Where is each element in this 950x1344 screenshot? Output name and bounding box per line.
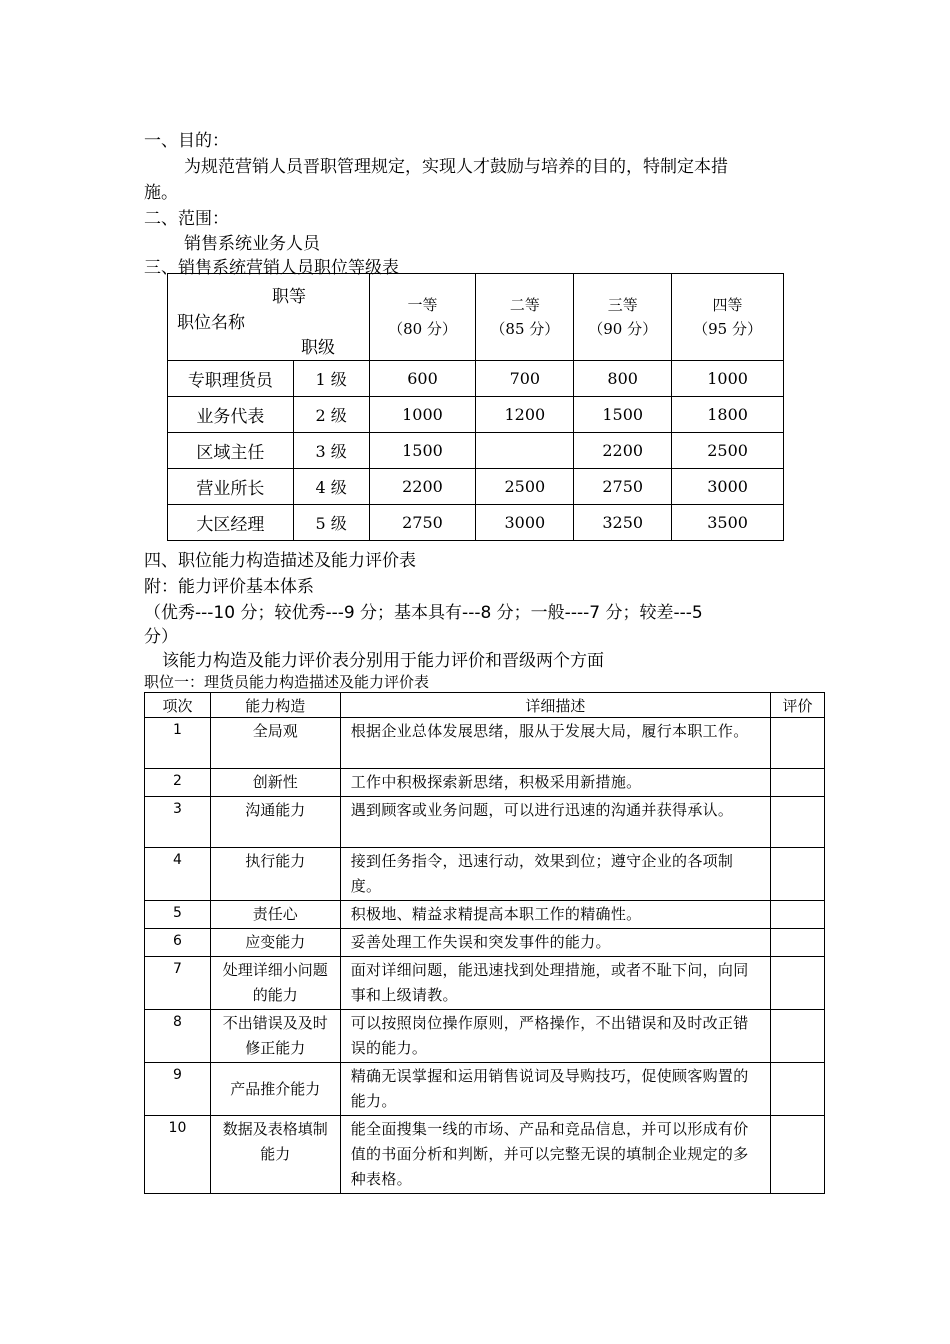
ability-name: 数据及表格填制能力 [210,1116,340,1194]
item-no: 6 [145,929,211,957]
score-scale-line-1: （优秀---10 分；较优秀---9 分；基本具有---8 分；一般----7 分；较差---5 [144,603,703,623]
rating-cell[interactable] [771,929,825,957]
position-grade-table [167,273,784,541]
ability-name: 不出错误及及时修正能力 [210,1010,340,1063]
salary-cell: 600 [369,361,476,397]
usage-text: 该能力构造及能力评价表分别用于能力评价和晋级两个方面 [162,651,604,671]
item-no: 3 [145,797,211,848]
header-ability: 能力构造 [210,693,340,718]
rating-cell[interactable] [771,901,825,929]
item-no: 8 [145,1010,211,1063]
section-1-heading: 一、目的： [144,131,229,151]
scope-text: 销售系统业务人员 [184,234,320,254]
position-axis-label: 职位名称 [177,313,245,333]
level-axis-label: 职级 [301,338,335,358]
grade-header: 二等 （85 分） [476,274,574,361]
table-row [168,361,784,397]
ability-name: 全局观 [210,718,340,769]
table-row [168,469,784,505]
salary-cell: 2200 [574,433,672,469]
purpose-text-line-2: 施。 [144,183,178,203]
appendix-heading: 附：能力评价基本体系 [144,577,314,597]
table-row [145,929,825,957]
ability-name: 执行能力 [210,848,340,901]
table-corner-header [168,274,370,361]
ability-evaluation-table [144,692,825,1194]
ability-description: 遇到顾客或业务问题，可以进行迅速的沟通并获得承认。 [340,797,770,848]
table-row [145,848,825,901]
score-scale-line-2: 分） [144,627,178,647]
ability-description: 妥善处理工作失误和突发事件的能力。 [340,929,770,957]
salary-cell: 2750 [574,469,672,505]
table-row [145,718,825,769]
salary-cell: 700 [476,361,574,397]
ability-name: 责任心 [210,901,340,929]
position-name: 区域主任 [168,433,294,469]
header-no: 项次 [145,693,211,718]
ability-name: 创新性 [210,769,340,797]
section-3-heading: 三、销售系统营销人员职位等级表 [144,258,399,278]
position-name: 业务代表 [168,397,294,433]
table-row [145,797,825,848]
salary-cell: 1000 [672,361,784,397]
position-1-caption: 职位一：理货员能力构造描述及能力评价表 [144,673,430,691]
grade-header: 三等 （90 分） [574,274,672,361]
table-row [145,901,825,929]
level-cell: 2 级 [293,397,369,433]
salary-cell: 1500 [369,433,476,469]
ability-description: 接到任务指令，迅速行动，效果到位；遵守企业的各项制度。 [340,848,770,901]
rating-cell[interactable] [771,1063,825,1116]
ability-description: 可以按照岗位操作原则，严格操作，不出错误和及时改正错误的能力。 [340,1010,770,1063]
level-cell: 4 级 [293,469,369,505]
grade-header: 四等 （95 分） [672,274,784,361]
table-row [168,397,784,433]
header-description: 详细描述 [340,693,770,718]
rating-cell[interactable] [771,848,825,901]
ability-name: 应变能力 [210,929,340,957]
position-name: 专职理货员 [168,361,294,397]
ability-description: 积极地、精益求精提高本职工作的精确性。 [340,901,770,929]
rating-cell[interactable] [771,1010,825,1063]
item-no: 5 [145,901,211,929]
ability-description: 工作中积极探索新思绪，积极采用新措施。 [340,769,770,797]
salary-cell: 1200 [476,397,574,433]
ability-name: 产品推介能力 [210,1063,340,1116]
section-4-heading: 四、职位能力构造描述及能力评价表 [144,551,416,571]
table-header-row [145,693,825,718]
level-cell: 5 级 [293,505,369,541]
rating-cell[interactable] [771,957,825,1010]
grade-axis-label: 职等 [272,287,306,307]
salary-cell: 3500 [672,505,784,541]
salary-cell: 3000 [672,469,784,505]
ability-description: 能全面搜集一线的市场、产品和竞品信息，并可以形成有价值的书面分析和判断，并可以完整无误的填制企业规定的多种表格。 [340,1116,770,1194]
level-cell: 3 级 [293,433,369,469]
item-no: 9 [145,1063,211,1116]
rating-cell[interactable] [771,797,825,848]
table-row [168,505,784,541]
salary-cell: 3250 [574,505,672,541]
grade-header: 一等 （80 分） [369,274,476,361]
ability-name: 处理详细小问题的能力 [210,957,340,1010]
ability-name: 沟通能力 [210,797,340,848]
item-no: 10 [145,1116,211,1194]
item-no: 7 [145,957,211,1010]
salary-cell: 2750 [369,505,476,541]
rating-cell[interactable] [771,718,825,769]
item-no: 4 [145,848,211,901]
salary-cell: 2500 [672,433,784,469]
position-name: 大区经理 [168,505,294,541]
level-cell: 1 级 [293,361,369,397]
rating-cell[interactable] [771,769,825,797]
salary-cell: 800 [574,361,672,397]
salary-cell: 2500 [476,469,574,505]
purpose-text-line-1: 为规范营销人员晋职管理规定，实现人才鼓励与培养的目的，特制定本措 [184,157,728,177]
ability-description: 根据企业总体发展思绪，服从于发展大局，履行本职工作。 [340,718,770,769]
salary-cell: 2200 [369,469,476,505]
position-name: 营业所长 [168,469,294,505]
table-row [145,1010,825,1063]
header-rating: 评价 [771,693,825,718]
rating-cell[interactable] [771,1116,825,1194]
table-row [145,957,825,1010]
item-no: 2 [145,769,211,797]
item-no: 1 [145,718,211,769]
salary-cell: 1800 [672,397,784,433]
salary-cell [476,433,574,469]
section-2-heading: 二、范围： [144,209,229,229]
ability-description: 精确无误掌握和运用销售说词及导购技巧，促使顾客购置的能力。 [340,1063,770,1116]
ability-description: 面对详细问题，能迅速找到处理措施，或者不耻下问，向同事和上级请教。 [340,957,770,1010]
table-row [168,433,784,469]
salary-cell: 3000 [476,505,574,541]
table-row [145,1063,825,1116]
table-row [145,1116,825,1194]
salary-cell: 1000 [369,397,476,433]
table-row [145,769,825,797]
salary-cell: 1500 [574,397,672,433]
